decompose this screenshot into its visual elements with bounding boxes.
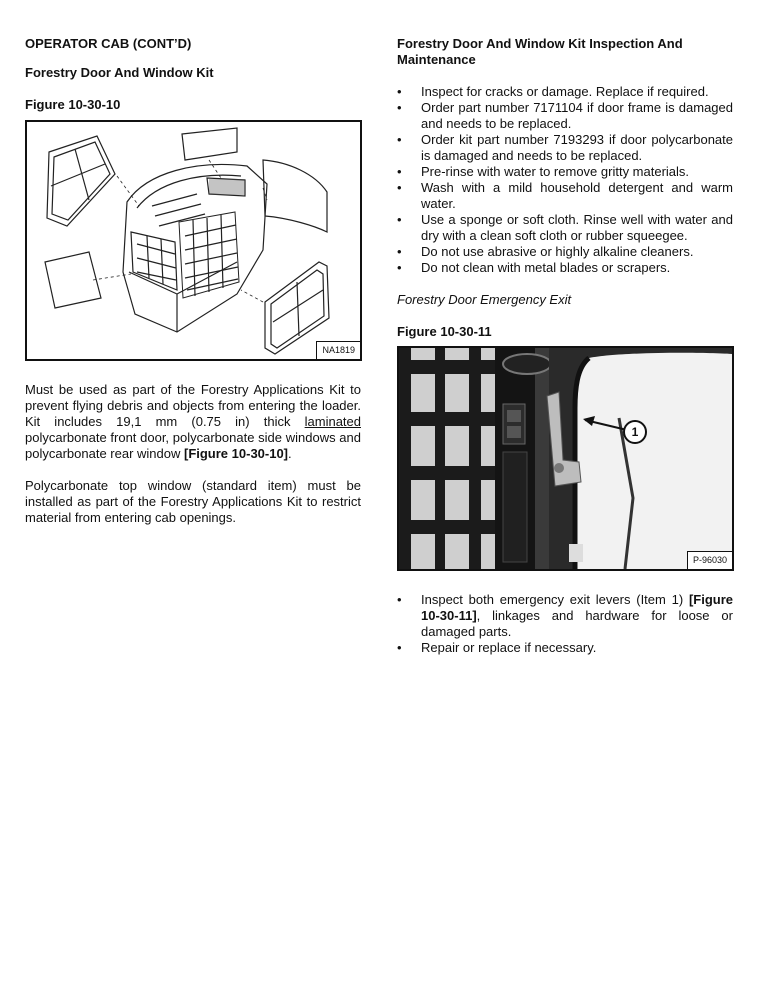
figure-10-30-11 — [397, 346, 734, 571]
bullet-text-b: , linkages and hardware for loose or damaged parts. — [421, 608, 733, 639]
para1-text-b: polycarbonate front door, polycarbonate side windows and polycarbonate rear window — [25, 430, 361, 461]
list-item — [397, 592, 733, 640]
emergency-exit-title: Forestry Door Emergency Exit — [397, 292, 572, 307]
figure-label-10-30-10: Figure 10-30-10 — [25, 97, 121, 112]
list-item: • Do not clean with metal blades or scrapers. — [397, 260, 733, 276]
maintenance-bullet-list — [397, 84, 733, 276]
figure-tag-na1819: NA1819 — [316, 341, 360, 359]
figure-reference-10-30-11: [Figure 10-30-11] — [421, 592, 733, 623]
para1-underlined-word: laminated — [304, 414, 361, 429]
figure-10-30-10 — [25, 120, 362, 361]
list-item: • Use a sponge or soft cloth. Rinse well with water and dry with a clean soft cloth or rubber squeegee. — [397, 212, 733, 244]
list-item: • Order part number 7171104 if door frame is damaged and needs to be replaced. — [397, 100, 733, 132]
cab-exploded-illustration — [27, 122, 360, 359]
figure-label-10-30-11: Figure 10-30-11 — [397, 324, 492, 339]
list-item: • Wash with a mild household detergent and warm water. — [397, 180, 733, 212]
list-item: • Do not use abrasive or highly alkaline cleaners. — [397, 244, 733, 260]
section-title: OPERATOR CAB (CONT’D) — [25, 36, 192, 51]
list-item: • Pre-rinse with water to remove gritty materials. — [397, 164, 733, 180]
top-window-paragraph: Polycarbonate top window (standard item) must be installed as part of the Forestry Applications Kit to restrict material from entering cab openings. — [25, 478, 361, 525]
figure-reference-10-30-10: [Figure 10-30-10] — [183, 446, 289, 461]
emergency-exit-photo — [399, 348, 732, 569]
subsection-title: Forestry Door And Window Kit — [25, 65, 214, 80]
list-item: • Order kit part number 7193293 if door polycarbonate is damaged and needs to be replaced. — [397, 132, 733, 164]
list-item: • Repair or replace if necessary. — [397, 640, 733, 656]
para1-text-a: Must be used as part of the Forestry Applications Kit to prevent flying debris and objects from entering the loader. Kit includes 19,1 mm (0.75 in) thick — [25, 382, 361, 429]
bullet-text-a: Inspect both emergency exit levers (Item 1) — [421, 592, 689, 607]
emergency-exit-bullet-list — [397, 592, 733, 656]
item-1-callout: 1 — [623, 420, 647, 444]
figure-tag-p-96030: P-96030 — [687, 551, 732, 569]
kit-description-paragraph — [25, 382, 361, 462]
list-item: • Inspect for cracks or damage. Replace if required. — [397, 84, 733, 100]
para1-text-c: . — [288, 446, 292, 461]
maintenance-heading: Forestry Door And Window Kit Inspection And Maintenance — [397, 36, 683, 67]
